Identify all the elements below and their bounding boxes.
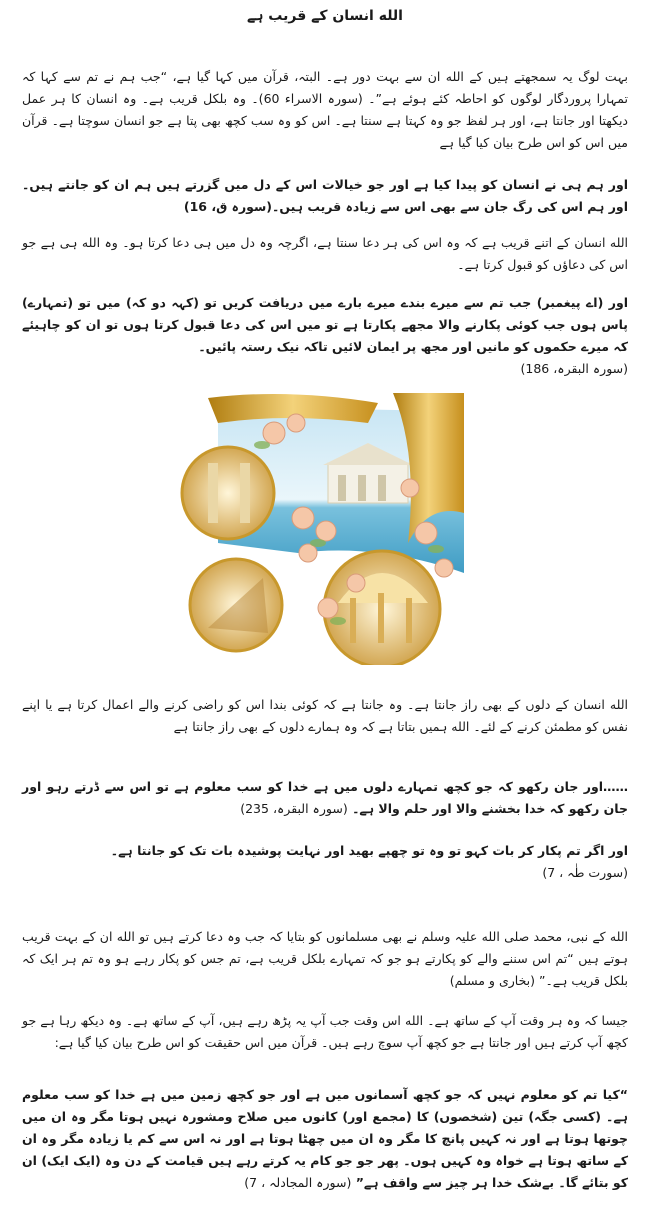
paragraph-quran-baqarah-235 — [22, 776, 628, 820]
reference: (سورہ البقرہ، 186) — [520, 361, 628, 376]
paragraph-dua: الله انسان کے اتنے قریب ہے کہ وہ اس کی ہر دعا سنتا ہے، اگرچہ وہ دل میں ہی دعا کرتا ہو۔ وہ الله ہی ہے جو اس کی دعاؤں کو قبول کرتا ہے۔ — [22, 235, 628, 272]
reference: (بخاری و مسلم) — [449, 973, 535, 988]
paragraph-quran-taha — [22, 840, 628, 884]
quote-text: “کیا تم کو معلوم نہیں کہ جو کچھ آسمانوں میں ہے اور جو کچھ زمین میں ہے خدا کو سب معلوم ہے۔ (کسی جگہ) تین (شخصوں) کا (مجمع اور) کانوں میں صلاح ومشورہ نہیں ہوتا مگر وہ ان میں چوتھا ہوتا ہے اور نہ کہیں پانچ کا مگر وہ ان میں چھٹا ہوتا ہے اور نہ اس سے کم یا زیادہ مگر وہ ان کے ساتھ ہوتا ہے خواہ وہ کہیں ہوں۔ پھر جو جو کام یہ کرتے رہے ہیں قیامت کے دن وہ (ایک ایک) ان کو بتائے گا۔ بےشک خدا ہر چیز سے واقف ہے” — [22, 1087, 628, 1190]
reference: (سورہ المجادلہ ، 7) — [244, 1175, 352, 1190]
paragraph-intro: بہت لوگ یہ سمجھتے ہیں کے الله ان سے بہت دور ہے۔ البتہ، قرآن میں کہا گیا ہے، “جب ہم نے تم سے کہا کہ تمہارا پروردگار لوگوں کو احاطہ کئے ہوئے ہے”۔ (سورہ الاسراء 60)۔ وہ بلکل قریب ہے۔ وہ انسان کا ہر عمل دیکھتا اور جانتا ہے، اور ہر لفظ جو وہ کہتا ہے سنتا ہے۔ اس کو وہ سب کچھ بھی پتا ہے جو انسان سوچتا ہے۔ قرآن میں اس کو اس طرح بیان کیا گیا ہے — [22, 69, 628, 150]
paragraph-with-you: جیسا کہ وہ ہر وقت آپ کے ساتھ ہے۔ الله اس وقت جب آپ یہ پڑھ رہے ہیں، آپ کے ساتھ ہے۔ وہ دیکھ رہا ہے جو کچھ آپ کرتے ہیں اور جانتا ہے جو کچھ آپ سوچ رہے ہیں۔ قرآن میں اس حقیقت کو اس طرح بیان کیا گیا ہے: — [22, 1013, 628, 1050]
paragraph-secrets: الله انسان کے دلوں کے بھی راز جانتا ہے۔ وہ جانتا ہے کہ کوئی بندا اس کو راضی کرنے والے اعمال کرتا ہے یا اپنے نفس کو مطمئن کرنے کے لئے۔ الله ہمیں بتاتا ہے کہ وہ ہمارے دلوں کے بھی راز جانتا ہے — [22, 697, 628, 734]
paragraph-quran-mujadila — [22, 1084, 628, 1194]
article-title: الله انسان کے قریب ہے — [247, 8, 403, 24]
paragraph-hadith — [22, 926, 628, 992]
quote-text: اور (اے پیغمبر) جب تم سے میرے بندے میرے بارے میں دریافت کریں تو (کہہ دو کہ) میں تو (تمہارے) پاس ہوں جب کوئی پکارنے والا مجھے پکارتا ہے تو میں اس کی دعا قبول کرتا ہوں تو ان کو چاہیئے کہ میرے حکموں کو مانیں اور مجھ پر ایمان لائیں تاکہ نیک رستہ پائیں۔ — [22, 295, 628, 354]
reference: (سورہ البقرہ، 235) — [240, 801, 348, 816]
hadith-text: الله کے نبی، محمد صلی الله علیہ وسلم نے بھی مسلمانوں کو بتایا کہ جب وہ دعا کرتے ہیں تو الله ان کے بہت قریب ہوتے ہیں “تم اس سننے والے کو پکارتے ہو جو کہ تمہارے بلکل قریب ہے، تم جس کو پکار رہے ہو وہ تم ہر ایک کہ بلکل قریب ہے۔” — [22, 929, 628, 988]
quote-text: ……اور جان رکھو کہ جو کچھ تمہارے دلوں میں ہے خدا کو سب معلوم ہے تو اس سے ڈرتے رہو اور جان رکھو کہ خدا بخشنے والا اور حلم والا ہے۔ — [22, 779, 628, 816]
paradise-collage-image — [178, 393, 464, 665]
paragraph-quran-baqarah-186 — [22, 292, 628, 380]
quote-text: اور اگر تم پکار کر بات کہو تو وہ تو چھپے بھید اور نہایت پوشیدہ بات تک کو جانتا ہے۔ — [110, 843, 628, 858]
paragraph-quran-qaf: اور ہم ہی نے انسان کو پیدا کیا ہے اور جو خیالات اس کے دل میں گزرتے ہیں ہم ان کو جانتے ہیں۔ اور ہم اس کی رگ جان سے بھی اس سے زیادہ قریب ہیں۔(سورہ ق، 16) — [22, 177, 628, 214]
reference: (سورت طٰہ ، 7) — [542, 865, 628, 880]
